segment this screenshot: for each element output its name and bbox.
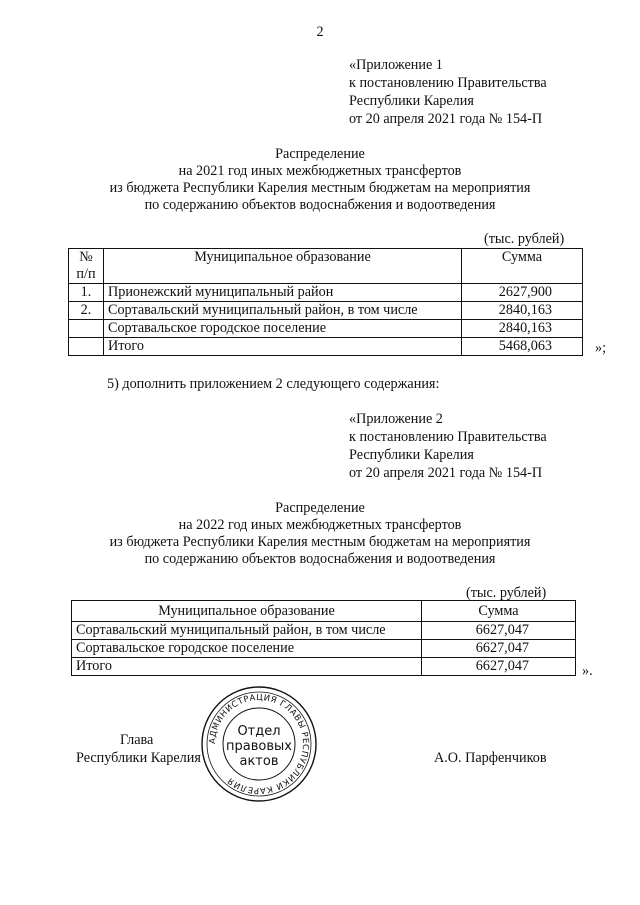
title-1-line: Распределение [275,146,365,162]
distribution-table-2021 [68,248,583,356]
row-sum: 2840,163 [462,320,583,338]
appendix-1-header [349,56,547,128]
row-sum: 2627,900 [462,284,583,302]
row-municipality: Сортавальский муниципальный район, в том числе [72,622,422,640]
row-municipality: Прионежский муниципальный район [104,284,462,302]
row-sum: 6627,047 [422,658,576,676]
stamp-line: актов [239,754,279,769]
appendix-1-line: к постановлению Правительства [349,75,547,91]
appendix-2-line: Республики Карелия [349,447,474,463]
appendix-2-header [349,410,547,482]
appendix-1-line: «Приложение 1 [349,57,443,73]
title-2-line: из бюджета Республики Карелия местным бюджетам на мероприятия [109,534,531,550]
row-municipality: Сортавальский муниципальный район, в том числе [104,302,462,320]
header-cell-sum: Сумма [462,249,583,284]
page-number: 2 [316,24,324,40]
table-2-closing-quote: ». [582,663,593,679]
table-1-closing-quote: »; [595,340,607,356]
signature-title-line-2: Республики Карелия [76,750,201,766]
title-1 [0,146,640,214]
signatory-name: А.О. Парфенчиков [434,750,547,766]
appendix-1-line: Республики Карелия [349,93,474,109]
row-sum: 6627,047 [422,640,576,658]
row-number: 2. [69,302,104,320]
table-header-row [69,249,583,284]
row-number: 1. [69,284,104,302]
row-sum: 2840,163 [462,302,583,320]
title-2-line: на 2022 год иных межбюджетных трансфертов [178,517,462,533]
table-row-total [72,658,576,676]
stamp-ring-text: АДМИНИСТРАЦИЯ ГЛАВЫ РЕСПУБЛИКИ КАРЕЛИЯ [206,691,312,797]
row-municipality: Итого [104,338,462,356]
header-cell-sum: Сумма [422,601,576,622]
table-row [72,622,576,640]
title-2-line: по содержанию объектов водоснабжения и водоотведения [144,551,496,567]
table-row [69,284,583,302]
appendix-2-line: к постановлению Правительства [349,429,547,445]
units-label-1: (тыс. рублей) [484,231,565,247]
header-cell-municipality: Муниципальное образование [104,249,462,284]
row-municipality: Итого [72,658,422,676]
row-municipality: Сортавальское городское поселение [72,640,422,658]
appendix-2-line: от 20 апреля 2021 года № 154-П [349,465,543,481]
table-row [72,640,576,658]
row-sum: 6627,047 [422,622,576,640]
appendix-1-line: от 20 апреля 2021 года № 154-П [349,111,543,127]
paragraph-5: 5) дополнить приложением 2 следующего содержания: [107,376,440,392]
table-header-row [72,601,576,622]
units-label-2: (тыс. рублей) [466,585,547,601]
title-1-line: на 2021 год иных межбюджетных трансфертов [178,163,462,179]
title-2-line: Распределение [275,500,365,516]
signature-title-line-1: Глава [120,732,154,748]
title-1-line: из бюджета Республики Карелия местным бюджетам на мероприятия [109,180,531,196]
table-row-total [69,338,583,356]
row-sum: 5468,063 [462,338,583,356]
row-number [69,320,104,338]
distribution-table-2022 [71,600,576,676]
title-2 [0,500,640,568]
row-municipality: Сортавальское городское поселение [104,320,462,338]
header-cell-number: № п/п [69,249,104,284]
title-1-line: по содержанию объектов водоснабжения и водоотведения [144,197,496,213]
stamp-line: правовых [226,739,292,754]
stamp-line: Отдел [237,724,281,739]
appendix-2-line: «Приложение 2 [349,411,443,427]
header-cell-municipality: Муниципальное образование [72,601,422,622]
row-number [69,338,104,356]
official-stamp [200,685,318,803]
table-row [69,302,583,320]
table-row [69,320,583,338]
